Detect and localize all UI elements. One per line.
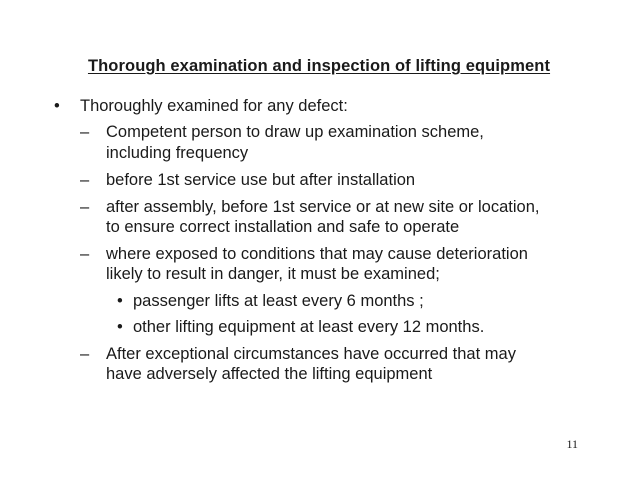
item-line: including frequency — [106, 144, 249, 162]
dash-marker: – — [80, 171, 90, 189]
item-line: After exceptional circumstances have occurred that may — [106, 345, 516, 363]
main-bullet-text: Thoroughly examined for any defect: — [80, 97, 348, 115]
item-line: after assembly, before 1st service or at new site or location, — [106, 198, 540, 216]
item-line: likely to result in danger, it must be examined; — [106, 265, 440, 283]
slide-title: Thorough examination and inspection of lifting equipment — [87, 57, 551, 75]
item-line: before 1st service use but after installation — [106, 171, 416, 189]
dash-marker: – — [80, 345, 90, 363]
dash-marker: – — [80, 245, 90, 263]
item-line: where exposed to conditions that may cause deterioration — [106, 245, 528, 263]
page-number: 11 — [566, 437, 578, 451]
item-line: to ensure correct installation and safe to operate — [106, 218, 460, 236]
item-line: have adversely affected the lifting equipment — [106, 365, 433, 383]
sub-bullet-marker: • — [117, 318, 123, 336]
sub-item-line: passenger lifts at least every 6 months ; — [133, 292, 424, 310]
sub-bullet-marker: • — [117, 292, 123, 310]
bullet-marker: • — [54, 97, 60, 115]
item-line: Competent person to draw up examination scheme, — [106, 123, 484, 141]
dash-marker: – — [80, 123, 90, 141]
sub-item-line: other lifting equipment at least every 12 months. — [133, 318, 485, 336]
dash-marker: – — [80, 198, 90, 216]
